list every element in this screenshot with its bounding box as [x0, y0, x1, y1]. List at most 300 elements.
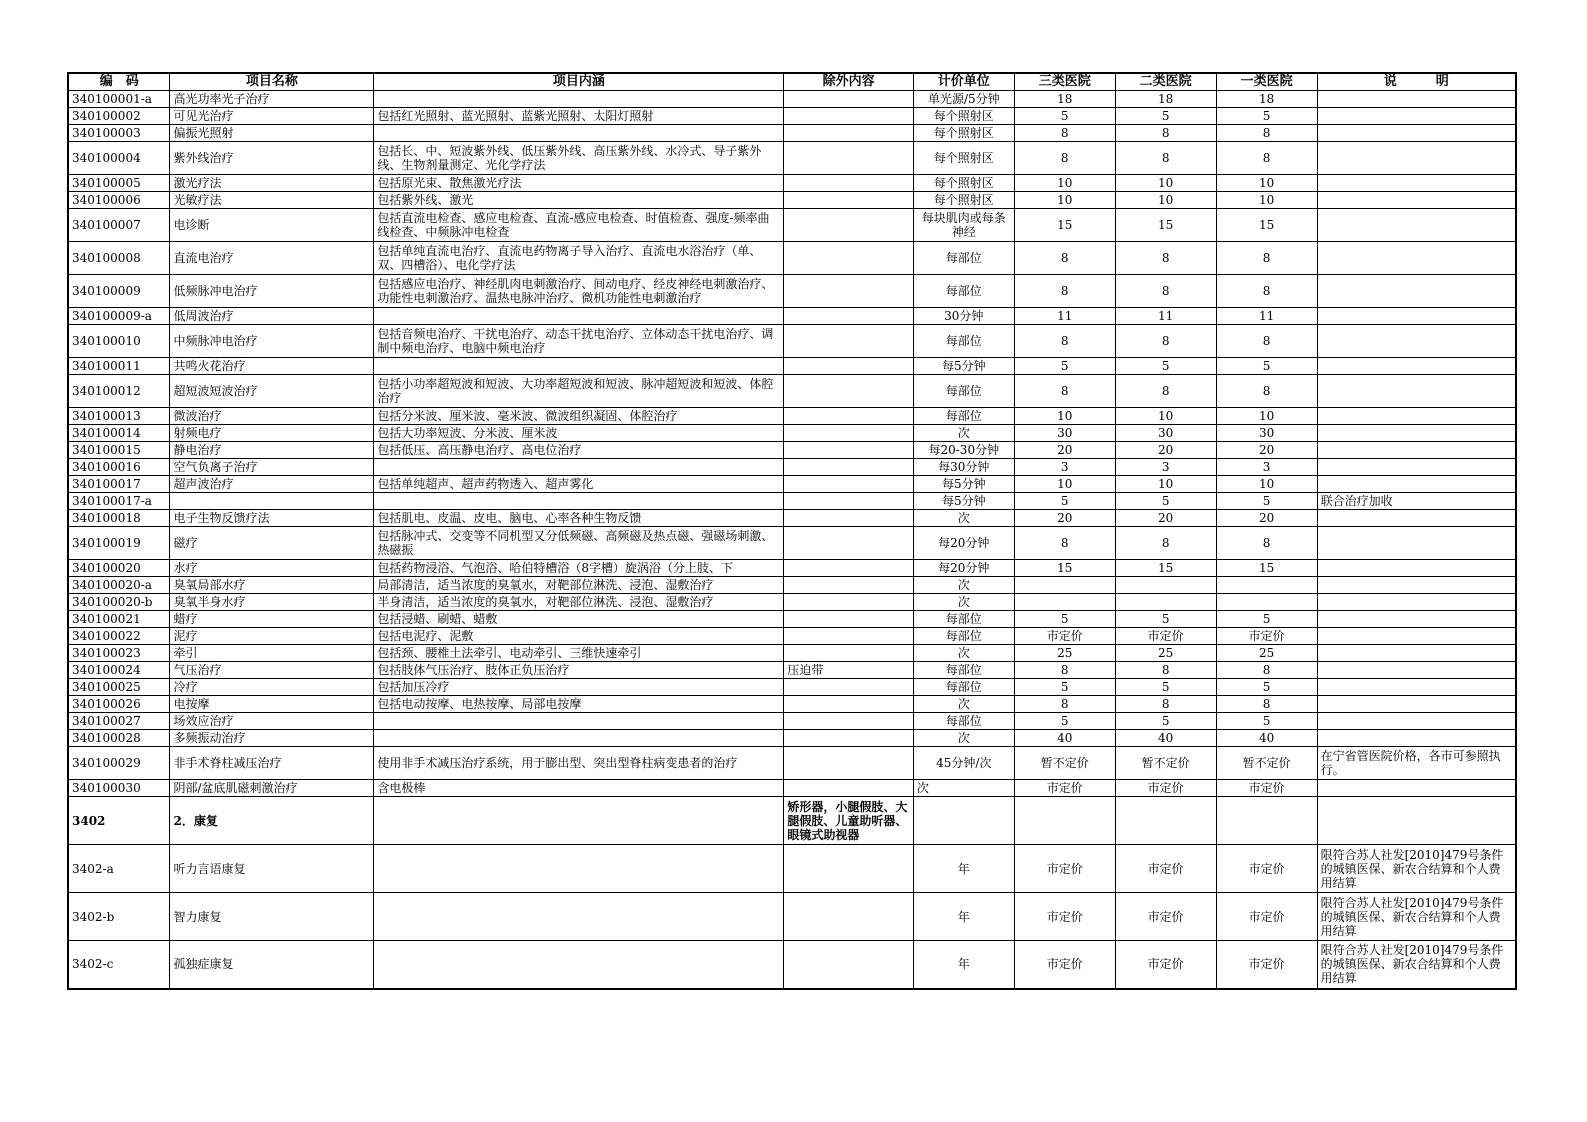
cell-code: 340100002 [68, 108, 170, 125]
cell-content: 包括药物浸浴、气泡浴、哈伯特槽浴（8字槽）旋涡浴（分上肢、下 [374, 560, 784, 577]
cell-note [1317, 713, 1516, 730]
cell-unit: 次 [913, 510, 1014, 527]
cell-name: 牵引 [170, 645, 374, 662]
cell-content: 包括大功率短波、分米波、厘米波 [374, 425, 784, 442]
cell-name: 直流电治疗 [170, 242, 374, 275]
cell-content [374, 459, 784, 476]
table-row [68, 696, 1516, 713]
cell-content: 包括肢体气压治疗、肢体正负压治疗 [374, 662, 784, 679]
cell-price-class3: 10 [1014, 476, 1115, 493]
cell-unit: 年 [913, 845, 1014, 893]
cell-price-class3: 18 [1014, 91, 1115, 108]
header-unit: 计价单位 [913, 73, 1014, 91]
cell-code: 3402-c [68, 941, 170, 989]
cell-price-class1: 暂不定价 [1216, 747, 1317, 780]
cell-unit: 每部位 [913, 679, 1014, 696]
cell-code: 340100020-a [68, 577, 170, 594]
cell-price-class1: 8 [1216, 527, 1317, 560]
header-row [68, 73, 1516, 91]
table-row [68, 527, 1516, 560]
cell-code: 340100014 [68, 425, 170, 442]
table-row [68, 493, 1516, 510]
cell-name [170, 493, 374, 510]
cell-price-class1: 8 [1216, 696, 1317, 713]
cell-note [1317, 459, 1516, 476]
cell-price-class3: 市定价 [1014, 628, 1115, 645]
cell-price-class3: 5 [1014, 713, 1115, 730]
table-row [68, 941, 1516, 989]
cell-exclusions [784, 845, 914, 893]
table-row [68, 408, 1516, 425]
cell-name: 中频脉冲电治疗 [170, 325, 374, 358]
cell-name: 2．康复 [170, 797, 374, 845]
cell-note [1317, 510, 1516, 527]
cell-name: 电子生物反馈疗法 [170, 510, 374, 527]
table-row [68, 662, 1516, 679]
cell-price-class1: 11 [1216, 308, 1317, 325]
cell-exclusions [784, 192, 914, 209]
cell-content: 包括感应电治疗、神经肌肉电刺激治疗、间动电疗、经皮神经电刺激治疗、功能性电刺激治疗、温热电脉冲治疗、微机功能性电刺激治疗 [374, 275, 784, 308]
cell-code: 340100029 [68, 747, 170, 780]
cell-price-class2: 5 [1115, 679, 1216, 696]
table-row [68, 560, 1516, 577]
cell-price-class1: 8 [1216, 125, 1317, 142]
cell-name: 多频振动治疗 [170, 730, 374, 747]
cell-price-class1: 8 [1216, 275, 1317, 308]
cell-price-class2: 8 [1115, 375, 1216, 408]
cell-unit: 每部位 [913, 408, 1014, 425]
cell-price-class2: 市定价 [1115, 628, 1216, 645]
cell-note [1317, 325, 1516, 358]
cell-exclusions [784, 459, 914, 476]
cell-price-class2: 20 [1115, 510, 1216, 527]
cell-price-class2: 市定价 [1115, 893, 1216, 941]
cell-content [374, 308, 784, 325]
cell-exclusions [784, 594, 914, 611]
cell-note [1317, 679, 1516, 696]
cell-code: 340100004 [68, 142, 170, 175]
cell-exclusions [784, 941, 914, 989]
cell-price-class1: 20 [1216, 442, 1317, 459]
cell-content: 包括电泥疗、泥敷 [374, 628, 784, 645]
cell-name: 超声波治疗 [170, 476, 374, 493]
cell-unit: 每30分钟 [913, 459, 1014, 476]
price-sheet [67, 72, 1517, 990]
cell-note [1317, 611, 1516, 628]
cell-note [1317, 662, 1516, 679]
cell-exclusions [784, 308, 914, 325]
cell-price-class2: 5 [1115, 611, 1216, 628]
price-table [67, 72, 1517, 990]
cell-note [1317, 192, 1516, 209]
cell-price-class3: 5 [1014, 493, 1115, 510]
cell-name: 高光功率光子治疗 [170, 91, 374, 108]
header-code: 编 码 [68, 73, 170, 91]
cell-content [374, 91, 784, 108]
cell-exclusions [784, 108, 914, 125]
cell-content: 使用非手术减压治疗系统，用于膨出型、突出型脊柱病变患者的治疗 [374, 747, 784, 780]
cell-price-class3: 40 [1014, 730, 1115, 747]
cell-exclusions [784, 358, 914, 375]
cell-code: 340100006 [68, 192, 170, 209]
cell-price-class2: 5 [1115, 358, 1216, 375]
cell-price-class1: 市定价 [1216, 941, 1317, 989]
cell-price-class2: 10 [1115, 175, 1216, 192]
table-row [68, 611, 1516, 628]
cell-exclusions [784, 713, 914, 730]
table-row [68, 594, 1516, 611]
cell-code: 340100025 [68, 679, 170, 696]
cell-content: 包括浸蜡、刷蜡、蜡敷 [374, 611, 784, 628]
cell-unit: 每部位 [913, 662, 1014, 679]
cell-name: 超短波短波治疗 [170, 375, 374, 408]
cell-exclusions: 压迫带 [784, 662, 914, 679]
cell-code: 340100020 [68, 560, 170, 577]
cell-unit: 每部位 [913, 375, 1014, 408]
table-row [68, 209, 1516, 242]
table-row [68, 375, 1516, 408]
cell-note [1317, 527, 1516, 560]
cell-content: 包括长、中、短波紫外线、低压紫外线、高压紫外线、水冷式、导子紫外线、生物剂量测定、光化学疗法 [374, 142, 784, 175]
cell-exclusions [784, 628, 914, 645]
header-class3: 三类医院 [1014, 73, 1115, 91]
cell-exclusions [784, 125, 914, 142]
cell-price-class2: 市定价 [1115, 845, 1216, 893]
cell-content [374, 941, 784, 989]
cell-note [1317, 242, 1516, 275]
table-row [68, 645, 1516, 662]
table-row [68, 425, 1516, 442]
cell-content: 包括电动按摩、电热按摩、局部电按摩 [374, 696, 784, 713]
cell-code: 340100017 [68, 476, 170, 493]
cell-unit: 每个照射区 [913, 175, 1014, 192]
table-row [68, 476, 1516, 493]
cell-price-class3: 25 [1014, 645, 1115, 662]
cell-price-class1: 3 [1216, 459, 1317, 476]
cell-price-class3: 8 [1014, 527, 1115, 560]
cell-note [1317, 375, 1516, 408]
cell-price-class3: 8 [1014, 325, 1115, 358]
table-row [68, 358, 1516, 375]
cell-price-class3: 市定价 [1014, 893, 1115, 941]
cell-code: 340100017-a [68, 493, 170, 510]
cell-code: 340100020-b [68, 594, 170, 611]
cell-name: 静电治疗 [170, 442, 374, 459]
cell-price-class2: 20 [1115, 442, 1216, 459]
cell-price-class2: 8 [1115, 275, 1216, 308]
cell-price-class3: 10 [1014, 175, 1115, 192]
cell-note [1317, 308, 1516, 325]
cell-content [374, 845, 784, 893]
cell-price-class2: 8 [1115, 325, 1216, 358]
cell-content: 半身清洁，适当浓度的臭氧水，对靶部位淋洗、浸泡、湿敷治疗 [374, 594, 784, 611]
cell-name: 臭氧半身水疗 [170, 594, 374, 611]
cell-content: 包括小功率超短波和短波、大功率超短波和短波、脉冲超短波和短波、体腔治疗 [374, 375, 784, 408]
cell-content: 包括单纯直流电治疗、直流电药物离子导入治疗、直流电水浴治疗（单、双、四槽浴）、电化学疗法 [374, 242, 784, 275]
cell-unit: 每部位 [913, 275, 1014, 308]
cell-code: 340100021 [68, 611, 170, 628]
cell-price-class3 [1014, 594, 1115, 611]
table-row [68, 325, 1516, 358]
cell-price-class1 [1216, 797, 1317, 845]
cell-code: 340100007 [68, 209, 170, 242]
header-note: 说 明 [1317, 73, 1516, 91]
cell-name: 泥疗 [170, 628, 374, 645]
cell-content: 包括音频电治疗、干扰电治疗、动态干扰电治疗、立体动态干扰电治疗、调制中频电治疗、电脑中频电治疗 [374, 325, 784, 358]
cell-name: 孤独症康复 [170, 941, 374, 989]
cell-price-class3: 10 [1014, 192, 1115, 209]
cell-name: 共鸣火花治疗 [170, 358, 374, 375]
table-row [68, 780, 1516, 797]
cell-code: 340100018 [68, 510, 170, 527]
cell-unit: 每部位 [913, 611, 1014, 628]
cell-price-class2: 8 [1115, 662, 1216, 679]
cell-unit: 每20分钟 [913, 560, 1014, 577]
cell-unit: 次 [913, 577, 1014, 594]
cell-price-class1: 5 [1216, 493, 1317, 510]
cell-price-class2: 8 [1115, 696, 1216, 713]
cell-exclusions [784, 730, 914, 747]
cell-price-class2: 15 [1115, 560, 1216, 577]
cell-name: 偏振光照射 [170, 125, 374, 142]
cell-price-class2: 10 [1115, 476, 1216, 493]
cell-price-class3: 5 [1014, 358, 1115, 375]
cell-name: 非手术脊柱减压治疗 [170, 747, 374, 780]
cell-exclusions [784, 476, 914, 493]
table-row [68, 459, 1516, 476]
cell-note [1317, 108, 1516, 125]
cell-exclusions [784, 560, 914, 577]
cell-price-class2: 5 [1115, 493, 1216, 510]
cell-price-class1: 8 [1216, 242, 1317, 275]
cell-name: 射频电疗 [170, 425, 374, 442]
table-row [68, 747, 1516, 780]
cell-price-class3: 10 [1014, 408, 1115, 425]
table-row [68, 242, 1516, 275]
cell-content: 包括脉冲式、交变等不同机型又分低频磁、高频磁及热点磁、强磁场刺激、热磁振 [374, 527, 784, 560]
header-exclusions: 除外内容 [784, 73, 914, 91]
cell-unit: 每块肌肉或每条神经 [913, 209, 1014, 242]
cell-content [374, 125, 784, 142]
cell-price-class2: 10 [1115, 192, 1216, 209]
cell-exclusions [784, 510, 914, 527]
cell-exclusions [784, 375, 914, 408]
cell-note [1317, 275, 1516, 308]
cell-unit: 每部位 [913, 242, 1014, 275]
cell-name: 阴部/盆底肌磁刺激治疗 [170, 780, 374, 797]
cell-note [1317, 142, 1516, 175]
cell-price-class3: 30 [1014, 425, 1115, 442]
table-row [68, 845, 1516, 893]
cell-unit: 次 [913, 696, 1014, 713]
cell-price-class3: 20 [1014, 442, 1115, 459]
cell-unit: 每20-30分钟 [913, 442, 1014, 459]
cell-price-class2: 暂不定价 [1115, 747, 1216, 780]
cell-price-class1: 25 [1216, 645, 1317, 662]
cell-price-class3: 8 [1014, 125, 1115, 142]
cell-content: 包括分米波、厘米波、毫米波、微波组织凝固、体腔治疗 [374, 408, 784, 425]
cell-price-class3: 5 [1014, 108, 1115, 125]
cell-note: 限符合苏人社发[2010]479号条件的城镇医保、新农合结算和个人费用结算 [1317, 845, 1516, 893]
table-row [68, 192, 1516, 209]
cell-price-class2: 11 [1115, 308, 1216, 325]
cell-content: 包括红光照射、蓝光照射、蓝紫光照射、太阳灯照射 [374, 108, 784, 125]
cell-price-class3: 5 [1014, 611, 1115, 628]
cell-price-class1: 5 [1216, 611, 1317, 628]
cell-price-class1 [1216, 577, 1317, 594]
cell-note [1317, 358, 1516, 375]
cell-content [374, 358, 784, 375]
cell-exclusions [784, 425, 914, 442]
cell-code: 3402-a [68, 845, 170, 893]
cell-note [1317, 175, 1516, 192]
cell-exclusions [784, 175, 914, 192]
cell-price-class3: 8 [1014, 142, 1115, 175]
cell-content: 含电极棒 [374, 780, 784, 797]
cell-price-class3: 市定价 [1014, 941, 1115, 989]
cell-code: 340100012 [68, 375, 170, 408]
cell-note: 联合治疗加收 [1317, 493, 1516, 510]
cell-note: 限符合苏人社发[2010]479号条件的城镇医保、新农合结算和个人费用结算 [1317, 941, 1516, 989]
table-row [68, 125, 1516, 142]
cell-price-class2: 8 [1115, 242, 1216, 275]
cell-content [374, 730, 784, 747]
cell-note [1317, 696, 1516, 713]
cell-price-class2 [1115, 577, 1216, 594]
cell-content [374, 713, 784, 730]
cell-code: 340100008 [68, 242, 170, 275]
cell-exclusions [784, 442, 914, 459]
cell-code: 340100027 [68, 713, 170, 730]
cell-price-class1: 8 [1216, 325, 1317, 358]
table-row [68, 679, 1516, 696]
cell-name: 水疗 [170, 560, 374, 577]
cell-exclusions [784, 611, 914, 628]
cell-content: 包括直流电检查、感应电检查、直流-感应电检查、时值检查、强度-频率曲线检查、中频脉冲电检查 [374, 209, 784, 242]
cell-price-class2: 8 [1115, 527, 1216, 560]
table-row [68, 275, 1516, 308]
cell-unit: 次 [913, 425, 1014, 442]
cell-unit: 每5分钟 [913, 358, 1014, 375]
cell-price-class3: 5 [1014, 679, 1115, 696]
cell-price-class3: 11 [1014, 308, 1115, 325]
cell-note [1317, 425, 1516, 442]
cell-price-class1: 10 [1216, 476, 1317, 493]
header-name: 项目名称 [170, 73, 374, 91]
cell-name: 蜡疗 [170, 611, 374, 628]
cell-price-class2: 3 [1115, 459, 1216, 476]
cell-code: 340100005 [68, 175, 170, 192]
cell-unit: 每个照射区 [913, 125, 1014, 142]
cell-name: 电按摩 [170, 696, 374, 713]
cell-exclusions [784, 893, 914, 941]
cell-code: 340100003 [68, 125, 170, 142]
cell-price-class3 [1014, 797, 1115, 845]
cell-code: 340100030 [68, 780, 170, 797]
cell-price-class1: 40 [1216, 730, 1317, 747]
cell-exclusions [784, 679, 914, 696]
cell-note [1317, 628, 1516, 645]
cell-code: 340100022 [68, 628, 170, 645]
cell-note [1317, 91, 1516, 108]
cell-content: 包括颈、腰椎土法牵引、电动牵引、三维快速牵引 [374, 645, 784, 662]
cell-code: 340100028 [68, 730, 170, 747]
table-row [68, 142, 1516, 175]
cell-price-class2: 市定价 [1115, 941, 1216, 989]
cell-exclusions [784, 780, 914, 797]
cell-price-class1: 市定价 [1216, 780, 1317, 797]
cell-note [1317, 125, 1516, 142]
cell-note: 限符合苏人社发[2010]479号条件的城镇医保、新农合结算和个人费用结算 [1317, 893, 1516, 941]
cell-unit: 每部位 [913, 325, 1014, 358]
cell-code: 340100009 [68, 275, 170, 308]
header-content: 项目内涵 [374, 73, 784, 91]
cell-unit: 每20分钟 [913, 527, 1014, 560]
cell-exclusions [784, 275, 914, 308]
cell-unit: 单光源/5分钟 [913, 91, 1014, 108]
cell-name: 冷疗 [170, 679, 374, 696]
cell-exclusions [784, 577, 914, 594]
table-row [68, 175, 1516, 192]
cell-note [1317, 780, 1516, 797]
cell-content [374, 493, 784, 510]
cell-name: 气压治疗 [170, 662, 374, 679]
cell-price-class2: 15 [1115, 209, 1216, 242]
cell-price-class2: 30 [1115, 425, 1216, 442]
table-row [68, 628, 1516, 645]
cell-exclusions [784, 209, 914, 242]
cell-code: 340100023 [68, 645, 170, 662]
cell-content: 局部清洁，适当浓度的臭氧水，对靶部位淋洗、浸泡、湿敷治疗 [374, 577, 784, 594]
cell-name: 低频脉冲电治疗 [170, 275, 374, 308]
cell-price-class3: 15 [1014, 209, 1115, 242]
cell-note [1317, 645, 1516, 662]
table-row [68, 308, 1516, 325]
cell-price-class3: 15 [1014, 560, 1115, 577]
cell-price-class3: 20 [1014, 510, 1115, 527]
cell-note [1317, 442, 1516, 459]
cell-note [1317, 476, 1516, 493]
cell-price-class1: 市定价 [1216, 628, 1317, 645]
cell-note [1317, 560, 1516, 577]
header-class1: 一类医院 [1216, 73, 1317, 91]
cell-price-class2 [1115, 797, 1216, 845]
cell-note [1317, 577, 1516, 594]
cell-price-class1: 15 [1216, 209, 1317, 242]
cell-name: 激光疗法 [170, 175, 374, 192]
cell-name: 智力康复 [170, 893, 374, 941]
cell-exclusions: 矫形器，小腿假肢、大腿假肢、儿童助听器、眼镜式助视器 [784, 797, 914, 845]
cell-name: 光敏疗法 [170, 192, 374, 209]
cell-price-class1: 20 [1216, 510, 1317, 527]
cell-price-class1: 10 [1216, 408, 1317, 425]
cell-note [1317, 408, 1516, 425]
cell-note [1317, 797, 1516, 845]
cell-price-class1: 15 [1216, 560, 1317, 577]
cell-price-class2: 5 [1115, 108, 1216, 125]
cell-price-class2: 市定价 [1115, 780, 1216, 797]
cell-exclusions [784, 408, 914, 425]
cell-unit: 每个照射区 [913, 108, 1014, 125]
cell-note [1317, 594, 1516, 611]
cell-exclusions [784, 91, 914, 108]
cell-price-class3: 3 [1014, 459, 1115, 476]
cell-price-class1: 市定价 [1216, 845, 1317, 893]
table-row [68, 577, 1516, 594]
cell-code: 340100013 [68, 408, 170, 425]
cell-unit: 每部位 [913, 628, 1014, 645]
table-row [68, 108, 1516, 125]
